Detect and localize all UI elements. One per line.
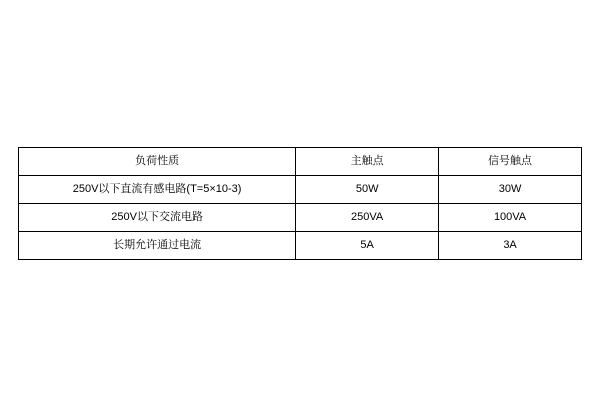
cell-signal-contact: 100VA [439, 204, 582, 232]
cell-signal-contact: 3A [439, 232, 582, 260]
cell-load-type: 250V以下交流电路 [19, 204, 296, 232]
table-row [19, 204, 582, 232]
column-header-signal-contact: 信号触点 [439, 148, 582, 176]
cell-main-contact: 50W [296, 176, 439, 204]
cell-main-contact: 250VA [296, 204, 439, 232]
cell-main-contact: 5A [296, 232, 439, 260]
cell-signal-contact: 30W [439, 176, 582, 204]
column-header-main-contact: 主触点 [296, 148, 439, 176]
table-header-row [19, 148, 582, 176]
column-header-load-type: 负荷性质 [19, 148, 296, 176]
table-row [19, 232, 582, 260]
load-characteristics-table [18, 147, 582, 260]
cell-load-type: 250V以下直流有感电路(T=5×10-3) [19, 176, 296, 204]
cell-load-type: 长期允许通过电流 [19, 232, 296, 260]
table-row [19, 176, 582, 204]
table-container [18, 147, 582, 260]
